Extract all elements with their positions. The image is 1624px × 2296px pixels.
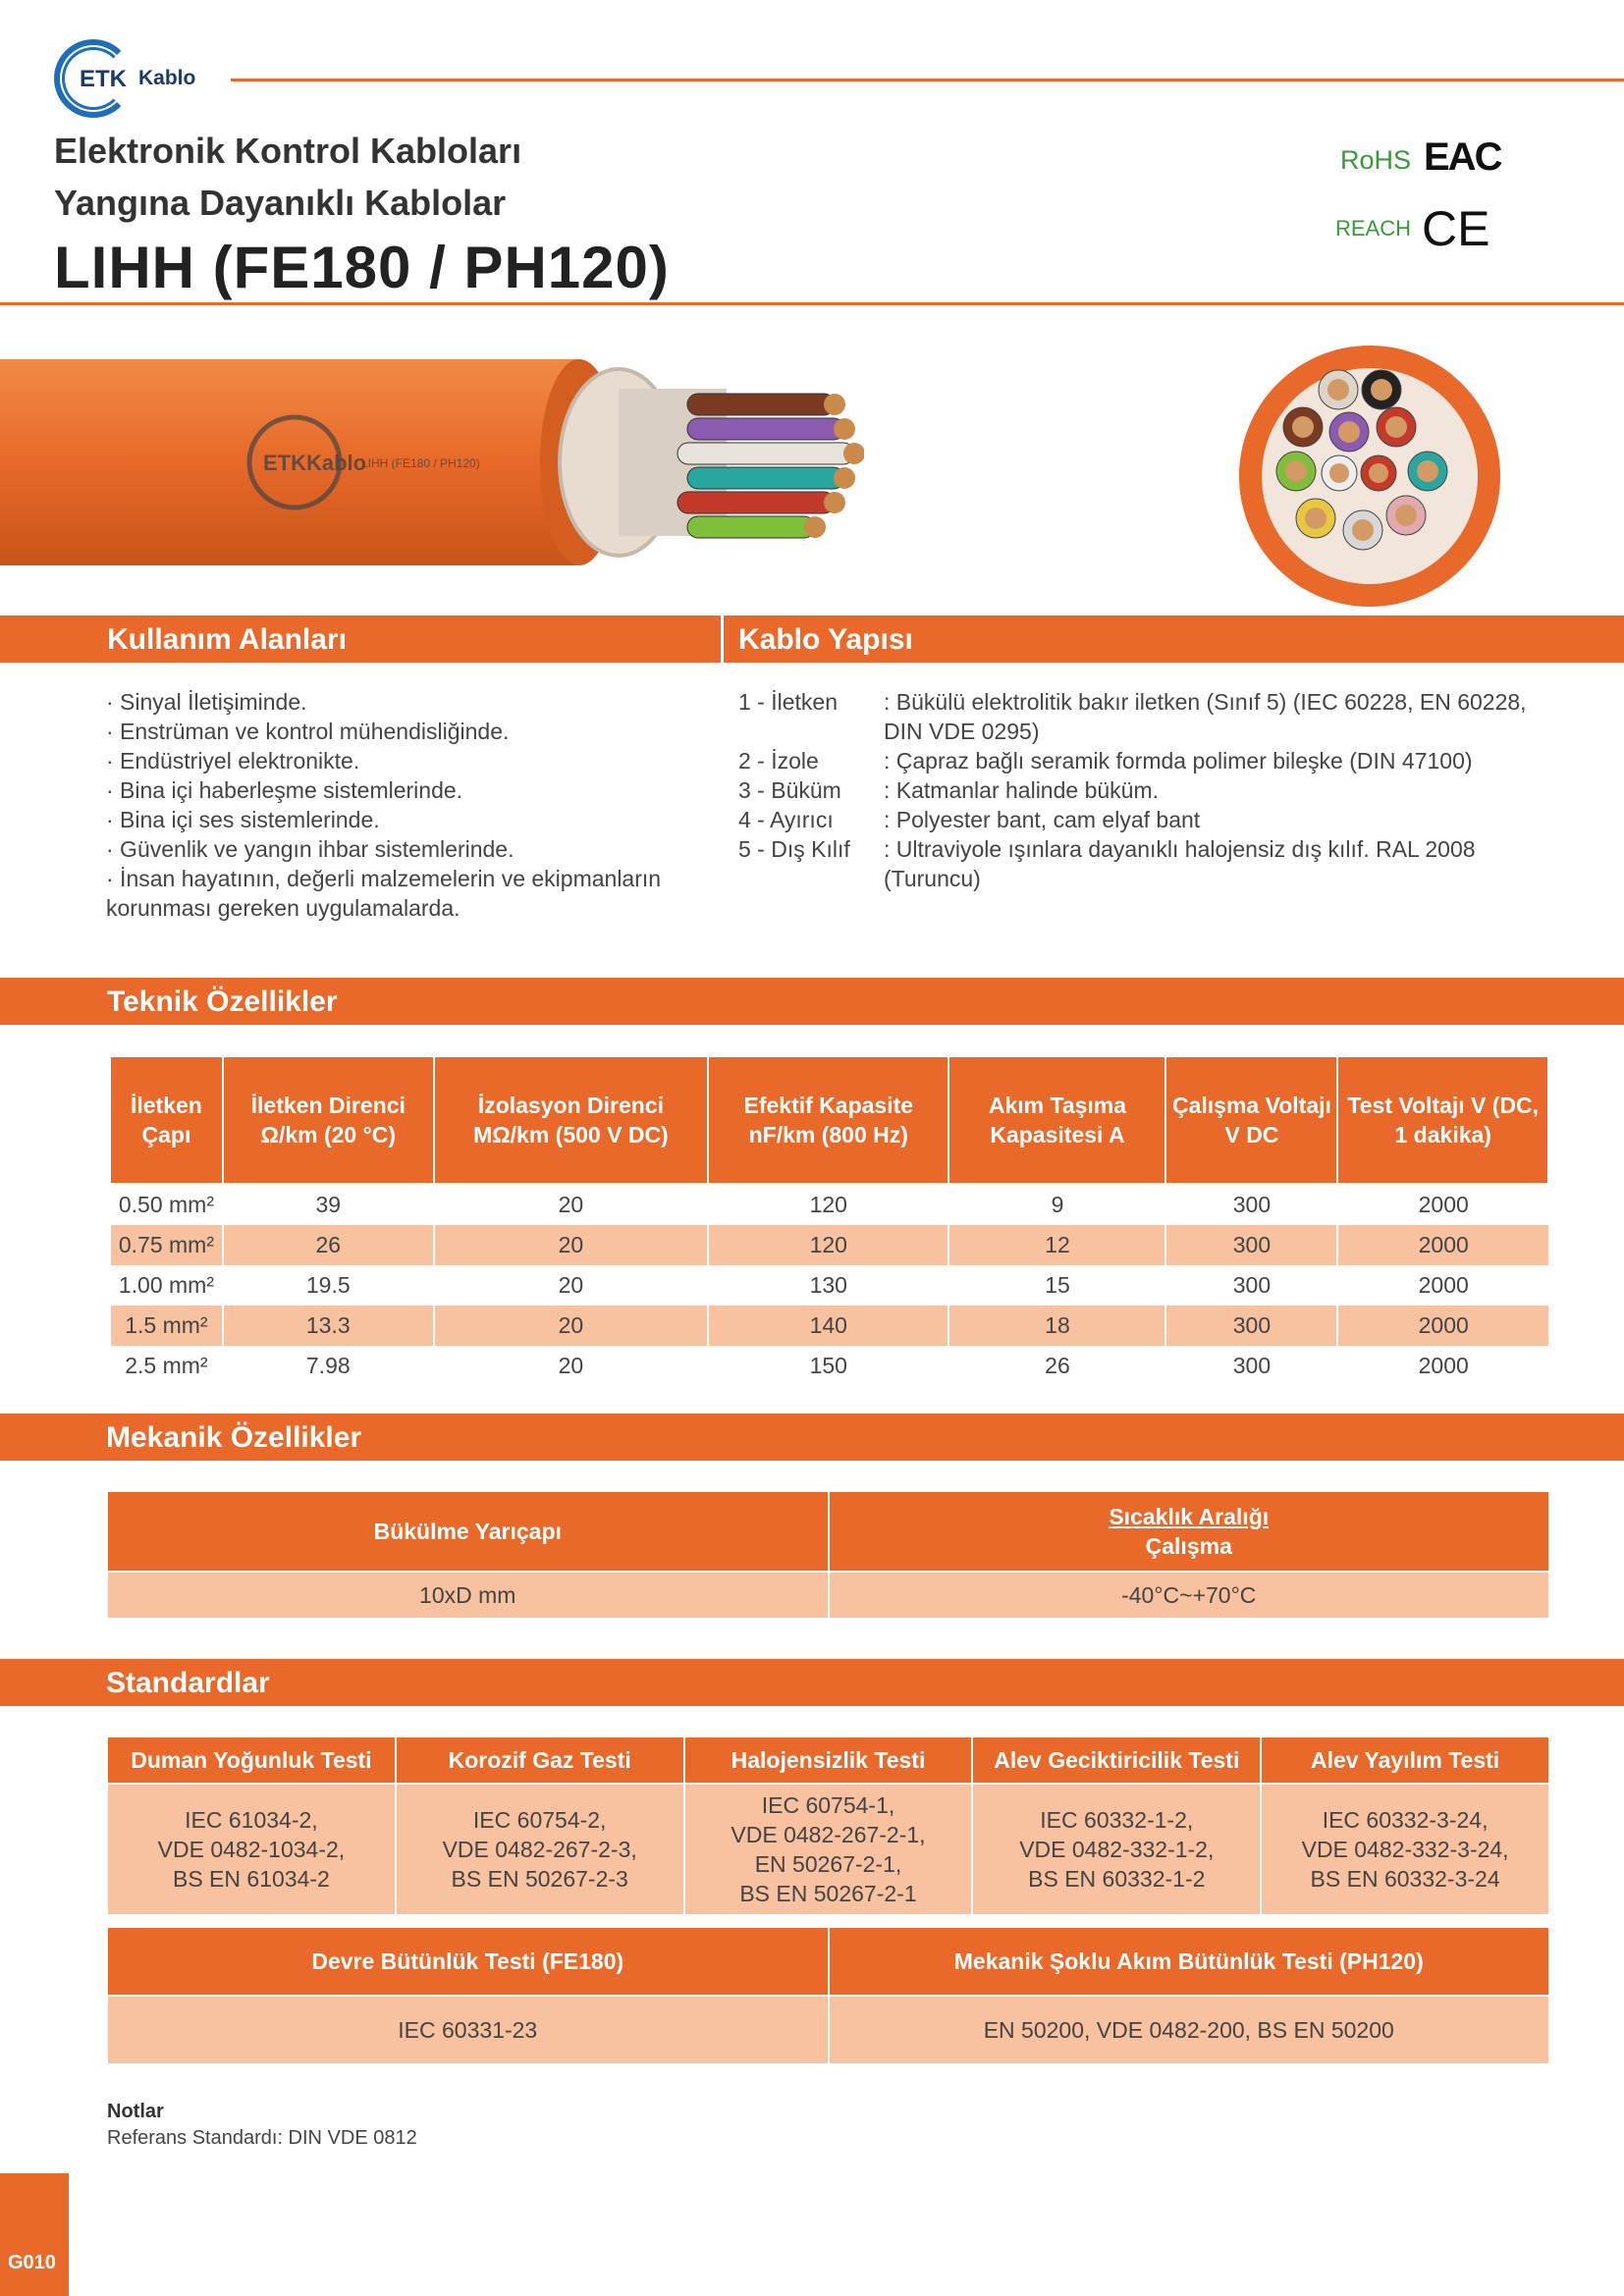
table-cell: 130 [708, 1265, 948, 1306]
table-cell: 300 [1165, 1306, 1337, 1346]
integrity-table [106, 1926, 1550, 2065]
table-cell: 20 [434, 1306, 708, 1346]
table-cell: 20 [434, 1184, 708, 1225]
usage-item: · Güvenlik ve yangın ihbar sistemlerinde. [106, 836, 514, 862]
bend-radius-value: 10xD mm [107, 1572, 829, 1619]
ce-mark: CE [1422, 201, 1490, 256]
cable-logo-kablo: Kablo [306, 451, 367, 475]
tech-header: İzolasyon Direnci MΩ/km (500 V DC) [434, 1056, 708, 1184]
product-title: LIHH (FE180 / PH120) [54, 235, 670, 300]
table-cell: 1.00 mm² [110, 1265, 223, 1306]
usage-structure-bar [0, 615, 1624, 663]
table-cell: 140 [708, 1306, 948, 1346]
table-row [110, 1306, 1548, 1346]
page-tab [0, 2173, 69, 2296]
tech-header: İletken Çapı [110, 1056, 223, 1184]
table-cell: 1.5 mm² [110, 1306, 223, 1346]
technical-bar [0, 978, 1624, 1025]
structure-value: : Çapraz bağlı seramik formda polimer bileşke (DIN 47100) [884, 748, 1473, 774]
usage-item: · Sinyal İletişiminde. [106, 689, 307, 715]
table-cell: 7.98 [223, 1346, 434, 1386]
table-row [110, 1346, 1548, 1386]
cable-logo-etk: ETK [263, 451, 306, 475]
logo-kablo-text: Kablo [138, 67, 196, 89]
std-header: Duman Yoğunluk Testi [107, 1736, 396, 1784]
notes-text: Referans Standardı: DIN VDE 0812 [107, 2127, 417, 2149]
circuit-integrity-header: Devre Bütünlük Testi (FE180) [107, 1927, 829, 1996]
table-cell: 300 [1165, 1265, 1337, 1306]
technical-title: Teknik Özellikler [107, 986, 338, 1018]
table-cell: 2000 [1337, 1306, 1548, 1346]
structure-value: : Ultraviyole ışınlara dayanıklı halojensiz dış kılıf. RAL 2008 (Turuncu) [884, 836, 1476, 891]
table-cell: 12 [948, 1225, 1165, 1265]
company-logo [54, 39, 211, 118]
standards-table [106, 1735, 1550, 1916]
structure-row [738, 834, 1543, 893]
mechanical-bar [0, 1414, 1624, 1461]
table-cell: 18 [948, 1306, 1165, 1346]
standards-bar [0, 1659, 1624, 1706]
notes-title: Notlar [107, 2101, 164, 2122]
std-header: Alev Geciktiricilik Testi [972, 1736, 1261, 1784]
table-cell: 0.50 mm² [110, 1184, 223, 1225]
header-divider [0, 302, 1624, 305]
table-cell: 19.5 [223, 1265, 434, 1306]
structure-row [738, 746, 1543, 775]
structure-value: : Bükülü elektrolitik bakır iletken (Sınıf 5) (IEC 60228, EN 60228, DIN VDE 0295) [884, 689, 1527, 744]
standards-title: Standardlar [106, 1667, 270, 1699]
std-value: IEC 61034-2, VDE 0482-1034-2, BS EN 61034-2 [107, 1784, 396, 1915]
page-code: G010 [8, 2252, 56, 2273]
tech-header: Akım Taşıma Kapasitesi A [948, 1056, 1165, 1184]
table-cell: 2000 [1337, 1265, 1548, 1306]
table-cell: 9 [948, 1184, 1165, 1225]
temperature-value: -40°C~+70°C [829, 1572, 1550, 1619]
structure-row [738, 775, 1543, 805]
usage-item: · Enstrüman ve kontrol mühendisliğinde. [106, 719, 510, 744]
std-value: IEC 60754-2, VDE 0482-267-2-3, BS EN 50267-2-3 [396, 1784, 684, 1915]
cable-image [0, 349, 864, 585]
structure-value: : Polyester bant, cam elyaf bant [884, 807, 1201, 832]
temperature-range-label: Sıcaklık Aralığı [1109, 1504, 1270, 1529]
std-value: IEC 60332-3-24, VDE 0482-332-3-24, BS EN 60332-3-24 [1261, 1784, 1549, 1915]
table-cell: 20 [434, 1225, 708, 1265]
structure-key: 1 - İletken [738, 689, 838, 715]
tech-header: Çalışma Voltajı V DC [1165, 1056, 1337, 1184]
table-cell: 300 [1165, 1184, 1337, 1225]
logo-etk-text: ETK [80, 66, 127, 92]
structure-key: 4 - Ayırıcı [738, 807, 834, 832]
category-title: Elektronik Kontrol Kabloları [54, 131, 522, 171]
table-cell: 2000 [1337, 1184, 1548, 1225]
usage-item: · İnsan hayatının, değerli malzemelerin ve ekipmanların korunması gereken uygulamalarda. [106, 866, 662, 921]
structure-list [738, 687, 1543, 893]
table-cell: 26 [948, 1346, 1165, 1386]
structure-key: 3 - Büküm [738, 777, 841, 803]
cable-print-text: LIHH (FE180 / PH120) [361, 456, 480, 470]
table-cell: 2000 [1337, 1346, 1548, 1386]
technical-table [109, 1055, 1549, 1386]
table-cell: 20 [434, 1265, 708, 1306]
table-row [110, 1265, 1548, 1306]
usage-title: Kullanım Alanları [107, 623, 347, 656]
tech-header: Test Voltajı V (DC, 1 dakika) [1337, 1056, 1548, 1184]
operation-label: Çalışma [1145, 1533, 1232, 1559]
mechanical-title: Mekanik Özellikler [106, 1421, 362, 1454]
table-cell: 13.3 [223, 1306, 434, 1346]
shock-integrity-value: EN 50200, VDE 0482-200, BS EN 50200 [829, 1996, 1550, 2064]
table-cell: 15 [948, 1265, 1165, 1306]
table-cell: 20 [434, 1346, 708, 1386]
structure-row [738, 805, 1543, 834]
table-row [110, 1225, 1548, 1265]
std-header: Halojensizlik Testi [684, 1736, 973, 1784]
structure-title: Kablo Yapısı [738, 623, 913, 656]
table-cell: 2.5 mm² [110, 1346, 223, 1386]
structure-row [738, 687, 1543, 746]
std-value: IEC 60332-1-2, VDE 0482-332-1-2, BS EN 60332-1-2 [972, 1784, 1261, 1915]
table-cell: 2000 [1337, 1225, 1548, 1265]
tech-header: Efektif Kapasite nF/km (800 Hz) [708, 1056, 948, 1184]
reach-label: REACH [1335, 216, 1412, 240]
table-cell: 300 [1165, 1346, 1337, 1386]
mechanical-table [106, 1490, 1550, 1620]
table-cell: 26 [223, 1225, 434, 1265]
cable-cross-section-image [1237, 344, 1502, 609]
std-value: IEC 60754-1, VDE 0482-267-2-1, EN 50267-2-1, BS EN 50267-2-1 [684, 1784, 973, 1915]
table-cell: 0.75 mm² [110, 1225, 223, 1265]
structure-key: 5 - Dış Kılıf [738, 836, 850, 862]
table-cell: 150 [708, 1346, 948, 1386]
usage-list [106, 687, 734, 923]
std-header: Alev Yayılım Testi [1261, 1736, 1549, 1784]
bend-radius-header: Bükülme Yarıçapı [107, 1491, 829, 1572]
shock-integrity-header: Mekanik Şoklu Akım Bütünlük Testi (PH120) [829, 1927, 1550, 1996]
header-rule [231, 79, 1624, 81]
usage-item: · Bina içi ses sistemlerinde. [106, 807, 380, 832]
structure-key: 2 - İzole [738, 748, 819, 774]
tech-header: İletken Direnci Ω/km (20 °C) [223, 1056, 434, 1184]
table-row [110, 1184, 1548, 1225]
circuit-integrity-value: IEC 60331-23 [107, 1996, 829, 2064]
table-cell: 120 [708, 1225, 948, 1265]
temperature-header [829, 1491, 1550, 1572]
usage-item: · Bina içi haberleşme sistemlerinde. [106, 777, 463, 803]
eac-mark: EAC [1424, 135, 1501, 179]
structure-value: : Katmanlar halinde büküm. [884, 777, 1159, 803]
table-cell: 39 [223, 1184, 434, 1225]
std-header: Korozif Gaz Testi [396, 1736, 684, 1784]
usage-item: · Endüstriyel elektronikte. [106, 748, 360, 774]
subcategory-title: Yangına Dayanıklı Kablolar [54, 183, 507, 223]
rohs-label: RoHS [1340, 145, 1412, 175]
table-cell: 300 [1165, 1225, 1337, 1265]
table-cell: 120 [708, 1184, 948, 1225]
